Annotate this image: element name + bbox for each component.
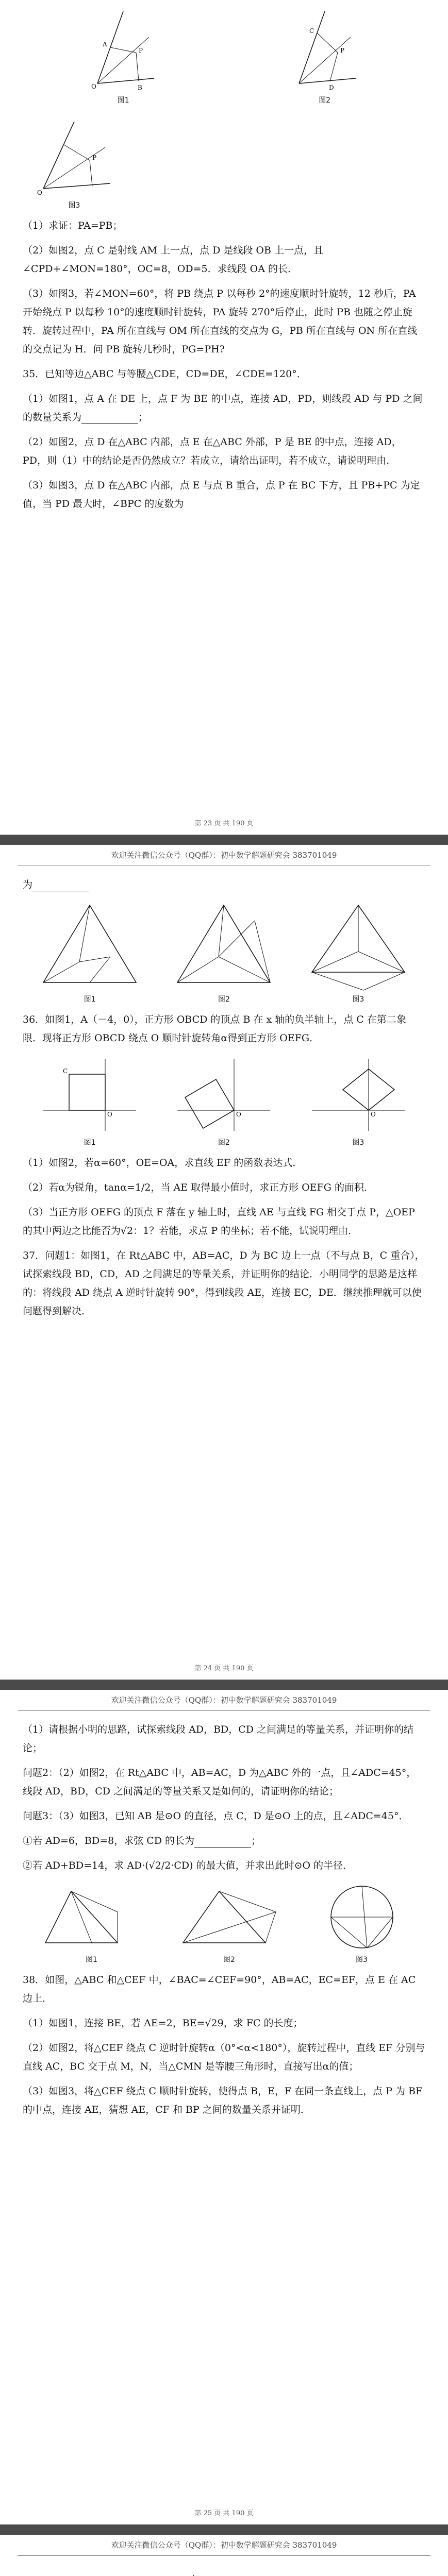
figure-caption: 图2 [223, 1956, 235, 1964]
figure-row [23, 2565, 425, 2576]
figure-3 [307, 1054, 410, 1147]
figure-caption: 图3 [352, 995, 364, 1004]
paragraph: （3）如图3，点 D 在△ABC 内部，点 E 与点 B 重合，点 P 在 BC 下方，且 PB+PC 为定值，当 PD 最大时，∠BPC 的度数为 [23, 480, 420, 510]
paragraph: （1）如图1，点 A 在 DE 上，点 F 为 BE 的中点，连接 AD，PD，则线段 AD 与 PD 之间的数量关系为 ； [23, 393, 423, 423]
paragraph: ②若 AD+BD=14，求 AD·(√2/2·CD) 的最大值，并求出此时⊙O 的半径． [23, 1860, 353, 1871]
figure-1 [38, 900, 141, 1004]
svg-text:P: P [92, 154, 97, 161]
svg-text:C: C [63, 1067, 68, 1075]
svg-text:O: O [107, 1111, 112, 1118]
page-26 [0, 2535, 448, 2576]
figure-caption: 图1 [86, 1956, 97, 1964]
triangle-diagram-3 [307, 900, 410, 993]
page-header: 欢迎关注微信公众号（QQ群）：初中数学解题研究会 383701049 [18, 1690, 430, 1711]
paragraph: （1）如图2，若α=60°，OE=OA，求直线 EF 的函数表达式． [23, 1157, 303, 1168]
right-triangle-diagram [40, 1881, 143, 1953]
paragraph: （1）如图1，连接 BE，若 AE=2，BE=√29，求 FC 的长度； [23, 2018, 303, 2029]
paragraph: （2）如图2，点 D 在△ABC 内部，点 E 在△ABC 外部，P 是 BE 的中点，连接 AD，PD，则（1）中的结论是否仍然成立？若成立，请给出证明，若不成立，请说明理由． [23, 436, 402, 466]
figure-2 [172, 900, 275, 1004]
figure-caption: 图2 [218, 995, 230, 1004]
svg-text:O: O [236, 1111, 242, 1118]
triangle-diagram-1 [38, 900, 141, 993]
paragraph: （3）当正方形 OEFG 的顶点 F 落在 y 轴上时，直线 AE 与直线 FG 相交于点 P，△OEP 的其中两边之比能否为√2：1？若能，求点 P 的坐标；若不能，试说明理由． [23, 1207, 415, 1236]
svg-text:B: B [138, 84, 143, 91]
angle-diagram-3 [33, 111, 115, 199]
coordinate-diagram-3 [307, 1054, 410, 1136]
circle-diagram [316, 1881, 408, 1953]
paragraph: （2）如图2，点 C 是射线 AM 上一点，点 D 是线段 OB 上一点，且∠CPD+∠MON=180°，OC=8，OD=5．求线段 OA 的长． [23, 245, 323, 275]
figure-3 [178, 2565, 271, 2576]
svg-text:P: P [139, 47, 143, 54]
paragraph: 为 [23, 875, 425, 894]
figure-row [23, 1881, 425, 1964]
figure-caption: 图1 [117, 96, 129, 105]
page-footer: 第 23 页 共 190 页 [194, 820, 254, 827]
answer-blank [81, 412, 138, 424]
figure-row [23, 900, 425, 1004]
triangle-diagram [178, 2565, 271, 2576]
coordinate-diagram-2 [172, 1054, 275, 1136]
page-footer: 第 24 页 共 190 页 [194, 1665, 254, 1672]
svg-text:A: A [103, 41, 107, 48]
svg-text:O: O [370, 1111, 376, 1118]
paragraph: （3）如图3，若∠MON=60°，将 PB 绕点 P 以每秒 2°的速度顺时针旋转，12 秒后，PA 开始绕点 P 以每秒 10°的速度顺时针旋转，PA 旋转 270°后停止，此时 PB 也随之停止旋转．旋转过程中，PA 所在直线与 OM 所在直线的交点为 G，PB 所在直线与 ON 所在直线的交点记为 H．问 PB 旋转几秒时，PG=PH? [23, 288, 418, 355]
paragraph: 38．如图，△ABC 和△CEF 中，∠BAC=∠CEF=90°，AB=AC，EC=EF，点 E 在 AC 边上． [23, 1974, 416, 2004]
triangle-external-point-diagram [178, 1881, 281, 1953]
page-23 [0, 0, 448, 835]
figure-caption: 图3 [352, 1139, 364, 1147]
svg-text:C: C [309, 27, 314, 35]
paragraph: （1）请根据小明的思路，试探索线段 AD，BD，CD 之间满足的等量关系，并证明你的结论； [23, 1724, 414, 1754]
figure-row [23, 111, 425, 210]
page-header: 欢迎关注微信公众号（QQ群）：初中数学解题研究会 383701049 [18, 2535, 430, 2556]
figure-3 [316, 1881, 408, 1964]
figure-2 [289, 6, 361, 105]
paragraph: （2）若α为锐角，tanα=1/2，当 AE 取得最小值时，求正方形 OEFG 的面积． [23, 1182, 374, 1193]
figure-3 [307, 900, 410, 1004]
page-25 [0, 1690, 448, 2524]
figure-3 [33, 111, 115, 210]
paragraph: 问题3：（3）如图3，已知 AB 是⊙O 的直径，点 C，D 是⊙O 上的点，且∠ADC=45°． [23, 1810, 409, 1822]
paragraph: ①若 AD=6，BD=8，求弦 CD 的长为 ； [23, 1835, 261, 1846]
figure-caption: 图2 [218, 1139, 230, 1147]
svg-text:O: O [91, 83, 97, 90]
figure-2 [178, 1881, 281, 1964]
page-header: 欢迎关注微信公众号（QQ群）：初中数学解题研究会 383701049 [18, 845, 430, 866]
figure-caption: 图2 [319, 96, 331, 105]
paragraph: （3）如图3，将△CEF 绕点 C 顺时针旋转，使得点 B，E，F 在同一条直线上，点 P 为 BF 的中点，连接 AE，猜想 AE，CF 和 BP 之间的数量关系并证明． [23, 2086, 423, 2115]
figure-1 [38, 1054, 141, 1147]
coordinate-diagram-1 [38, 1054, 141, 1136]
paragraph: 35．已知等边△ABC 与等腰△CDE，CD=DE，∠CDE=120°． [23, 368, 307, 380]
answer-blank [32, 879, 89, 891]
paragraph: （1）求证：PA=PB； [23, 220, 123, 231]
angle-diagram-1 [87, 6, 159, 94]
figure-2 [172, 1054, 275, 1147]
page-footer: 第 25 页 共 190 页 [194, 2510, 254, 2517]
figure-caption: 图1 [84, 1139, 96, 1147]
triangle-diagram-2 [172, 900, 275, 993]
paragraph: 问题2：（2）如图2，在 Rt△ABC 中，AB=AC，D 为△ABC 外的一点，且∠ADC=45°，线段 AD，BD，CD 之间满足的等量关系又是如何的，请证明你的结论； [23, 1767, 417, 1797]
answer-blank [194, 1836, 251, 1848]
svg-text:D: D [328, 84, 334, 91]
paragraph: （2）如图2，将△CEF 绕点 C 逆时针旋转α（0°<α<180°），旋转过程中，直线 EF 分别与直线 AC，BC 交于点 M，N，当△CMN 是等腰三角形时，直接写出α的值； [23, 2042, 425, 2072]
figure-row [23, 1054, 425, 1147]
figure-caption: 图3 [68, 201, 80, 210]
figure-caption: 图1 [84, 995, 96, 1004]
svg-text:O: O [37, 189, 42, 196]
page-24 [0, 845, 448, 1680]
figure-caption: 图3 [356, 1956, 368, 1964]
svg-text:P: P [340, 47, 344, 54]
angle-diagram-2 [289, 6, 361, 94]
paragraph: 37．问题1：如图1，在 Rt△ABC 中，AB=AC，D 为 BC 边上一点（不与点 B，C 重合），试探索线段 BD，CD，AD 之间满足的等量关系，并证明你的结论．小明同学的思路是这样的：将线段 AD 绕点 A 逆时针旋转 90°，得到线段 AE，连接 EC，DE．继续推理就可以使问题得到解决． [23, 1250, 425, 1317]
paragraph: 36．如图1，A（－4，0），正方形 OBCD 的顶点 B 在 x 轴的负半轴上，点 C 在第二象限．现将正方形 OBCD 绕点 O 顺时针旋转角α得到正方形 OEFG． [23, 1014, 406, 1044]
figure-1 [40, 1881, 143, 1964]
figure-row [23, 6, 425, 105]
figure-1 [87, 6, 159, 105]
